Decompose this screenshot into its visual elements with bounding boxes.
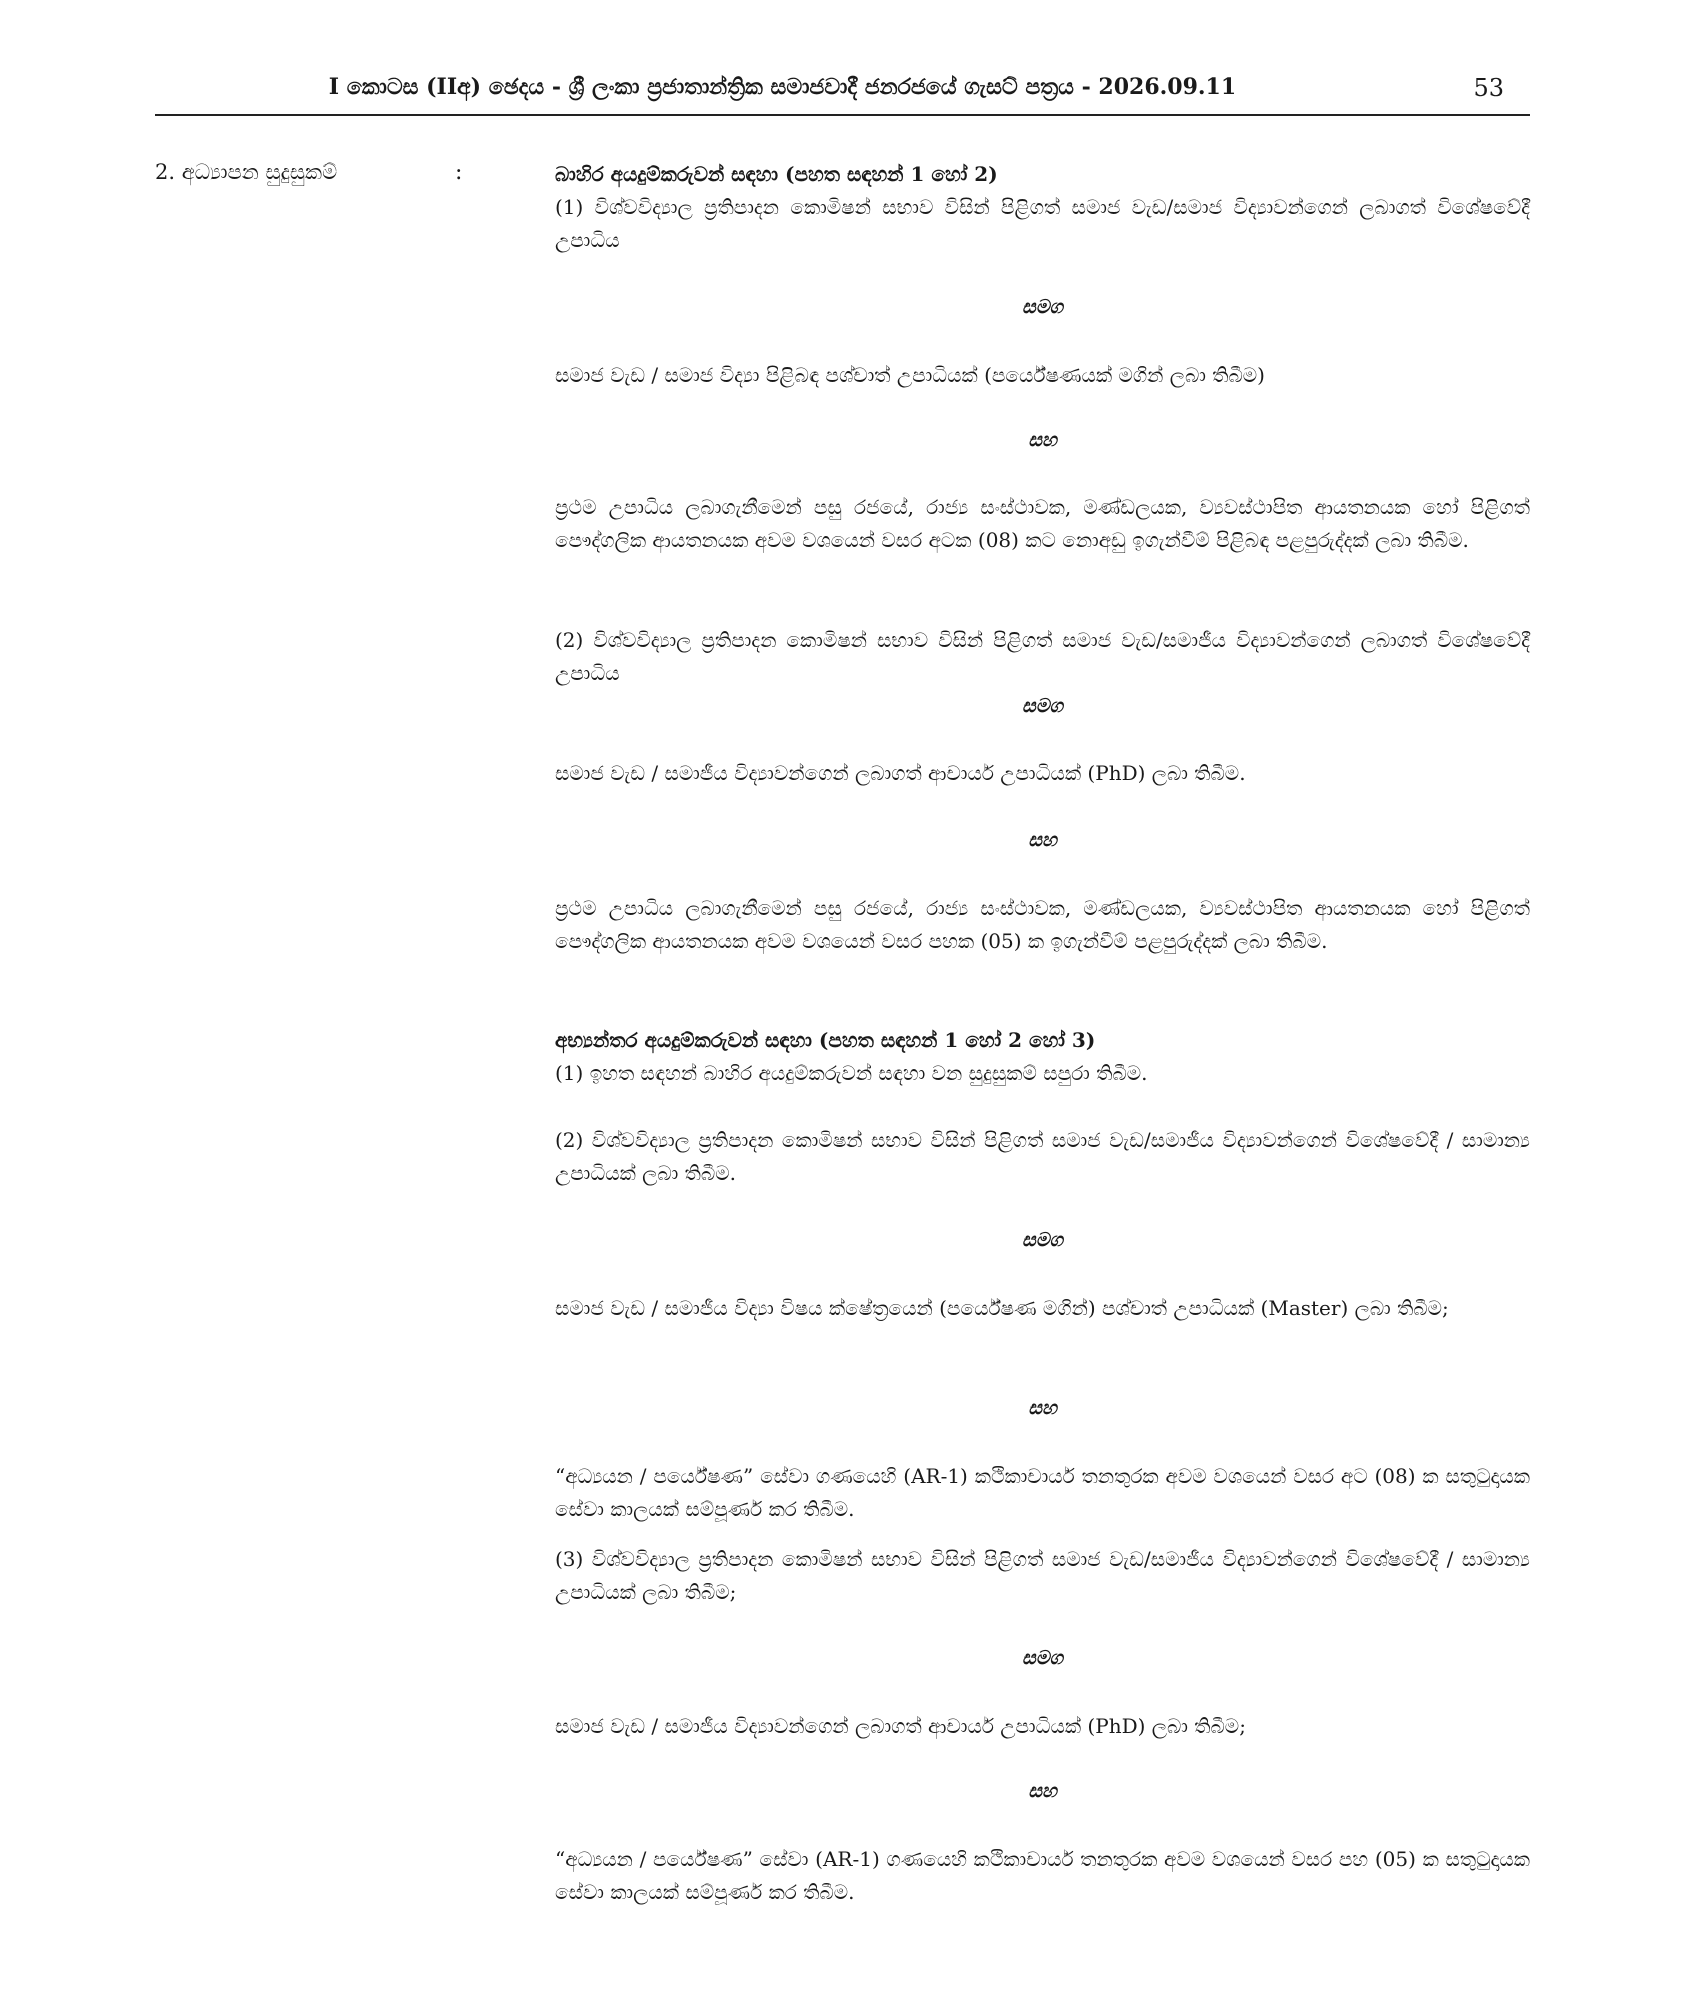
item-label: 2. අධ්‍යාපන සුදුසුකම් [155,160,338,184]
conjunction-and: සහ [1028,829,1057,851]
external-option-2: (2) විශ්වවිද්‍යාල ප්‍රතිපාදන කොමිෂන් සභාව විසින් පිළිගත් සමාජ වැඩ/සමාජීය විද්‍යාවන්ගෙන් ලබාගත් විශේෂවේදී උපාධිය [555,628,1530,685]
internal-option-2-master: සමාජ වැඩ / සමාජීය විද්‍යා විෂය ක්ෂේත්‍රයෙන් (පර්යේෂණ මගින්) පශ්චාත් උපාධියක් (Master) ලබා තිබීම; [555,1296,1449,1320]
conjunction-with: සමග [1022,1647,1063,1669]
conjunction-and: සහ [1028,1397,1057,1419]
external-option-1-postgrad: සමාජ වැඩ / සමාජ විද්‍යා පිළිබඳ පශ්චාත් උපාධියක් (පර්යේෂණයක් මගින් ලබා තිබීම) [555,363,1265,387]
internal-option-3-phd: සමාජ වැඩ / සමාජීය විද්‍යාවන්ගෙන් ලබාගත් ආචාර්ය උපාධියක් (PhD) ලබා තිබීම; [555,1714,1246,1738]
internal-option-1: (1) ඉහත සඳහන් බාහිර අයදුම්කරුවන් සඳහා වන සුදුසුකම් සපුරා තිබීම. [555,1061,1148,1085]
internal-heading: අභ්‍යන්තර අයදුම්කරුවන් සඳහා (පහත සඳහන් 1 හෝ 2 හෝ 3) [555,1028,1096,1052]
gazette-header-title: I කොටස (IIඅ) ඡෙදය - ශ්‍රී ලංකා ප්‍රජාතාන්ත්‍රික සමාජවාදී ජනරජයේ ගැසට් පත්‍රය - 2026.09.11 [328,74,1237,100]
gazette-header [155,72,1530,116]
page-number: 53 [1473,74,1504,102]
external-heading: බාහිර අයදුම්කරුවන් සඳහා (පහත සඳහන් 1 හෝ 2) [555,162,998,186]
internal-option-2: (2) විශ්වවිද්‍යාල ප්‍රතිපාදන කොමිෂන් සභාව විසින් පිළිගත් සමාජ වැඩ/සමාජීය විද්‍යාවන්ගෙන් විශේෂවේදී / සාමාන්‍ය උපාධියක් ලබා තිබීම. [555,1128,1530,1185]
conjunction-and: සහ [1028,429,1057,451]
external-option-1: (1) විශ්වවිද්‍යාල ප්‍රතිපාදන කොමිෂන් සභාව විසින් පිළිගත් සමාජ වැඩ/සමාජ විද්‍යාවන්ගෙන් ලබාගත් විශේෂවේදී උපාධිය [555,195,1530,252]
internal-option-3: (3) විශ්වවිද්‍යාල ප්‍රතිපාදන කොමිෂන් සභාව විසින් පිළිගත් සමාජ වැඩ/සමාජීය විද්‍යාවන්ගෙන් විශේෂවේදී / සාමාන්‍ය උපාධියක් ලබා තිබීම; [555,1547,1530,1604]
conjunction-with: සමග [1022,695,1063,717]
conjunction-and: සහ [1028,1780,1057,1802]
item-colon: : [455,160,463,185]
external-option-2-phd: සමාජ වැඩ / සමාජීය විද්‍යාවන්ගෙන් ලබාගත් ආචාර්ය උපාධියක් (PhD) ලබා තිබීම. [555,761,1246,785]
external-option-1-experience: ප්‍රථම උපාධිය ලබාගැනීමෙන් පසු රජයේ, රාජ්‍ය සංස්ථාවක, මණ්ඩලයක, ව්‍යවස්ථාපිත ආයතනයක හෝ පිළිගත් පෞද්ගලික ආයතනයක අවම වශයෙන් වසර අටක (08) කට නොඅඩු ඉගැන්වීම් පිළිබඳ පළපුරුද්දක් ලබා තිබීම. [555,495,1530,552]
conjunction-with: සමග [1022,1229,1063,1251]
conjunction-with: සමග [1022,296,1063,318]
internal-option-2-service: “අධ්‍යයන / පර්යේෂණ” සේවා ගණයෙහි (AR-1) කථිකාචාර්ය තනතුරක අවම වශයෙන් වසර අට (08) ක සතුටුදායක සේවා කාලයක් සම්පූර්ණ කර තිබීම. [555,1464,1530,1521]
internal-option-3-service: “අධ්‍යයන / පර්යේෂණ” සේවා (AR-1) ගණයෙහි කථිකාචාර්ය තනතුරක අවම වශයෙන් වසර පහ (05) ක සතුටුදායක සේවා කාලයක් සම්පූර්ණ කර තිබීම. [555,1847,1530,1904]
external-option-2-experience: ප්‍රථම උපාධිය ලබාගැනීමෙන් පසු රජයේ, රාජ්‍ය සංස්ථාවක, මණ්ඩලයක, ව්‍යවස්ථාපිත ආයතනයක හෝ පිළිගත් පෞද්ගලික ආයතනයක අවම වශයෙන් වසර පහක (05) ක ඉගැන්වීම් පළපුරුද්දක් ලබා තිබීම. [555,896,1530,953]
